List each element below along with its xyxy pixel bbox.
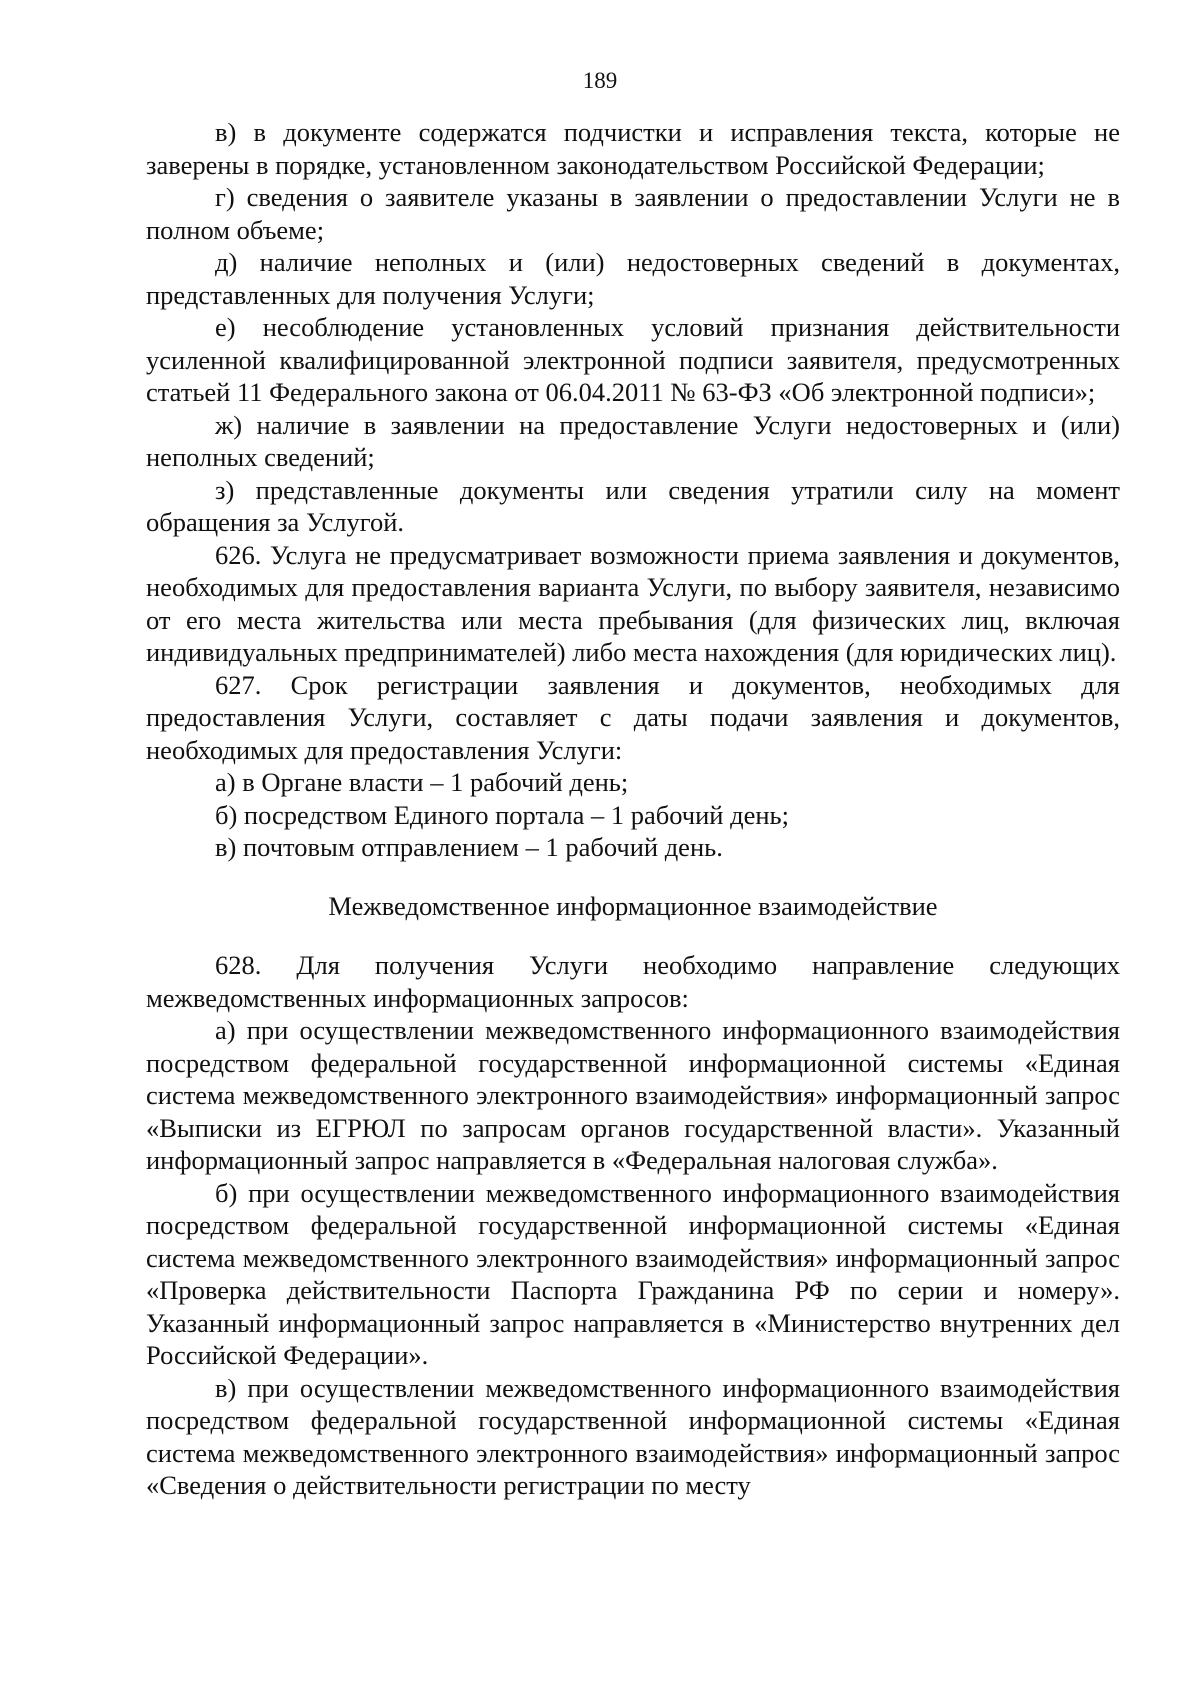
paragraph-628: 628. Для получения Услуги необходимо направление следующих межведомственных информационных запросов: xyxy=(146,950,1120,1013)
paragraph-627: 627. Срок регистрации заявления и документов, необходимых для предоставления Услуги, составляет с даты подачи заявления и документов, необходимых для предоставления Услуги: xyxy=(146,669,1120,765)
paragraph-628-item-v: в) при осуществлении межведомственного информационного взаимодействия посредством федеральной государственной информационной системы «Единая система межведомственного электронного взаимодействия» информационный запрос «Сведения о действительности регистрации по месту xyxy=(146,1372,1120,1500)
paragraph-627-item-b: б) посредством Единого портала – 1 рабочий день; xyxy=(215,799,789,830)
paragraph-627-item-a: а) в Органе власти – 1 рабочий день; xyxy=(215,767,629,797)
paragraph-item-z-expired-docs: з) представленные документы или сведения утратили силу на момент обращения за Услугой. xyxy=(146,474,1120,537)
paragraph-626: 626. Услуга не предусматривает возможности приема заявления и документов, необходимых для предоставления варианта Услуги, по выбору заявителя, независимо от его места жительства или места пребывания (для физических лиц, включая индивидуальных предпринимателей) либо места нахождения (для юридических лиц). xyxy=(146,539,1120,667)
paragraph-item-zh-unreliable-info: ж) наличие в заявлении на предоставление Услуги недостоверных и (или) неполных сведений; xyxy=(146,409,1120,472)
paragraph-item-g-applicant-info: г) сведения о заявителе указаны в заявлении о предоставлении Услуги не в полном объеме; xyxy=(146,182,1120,245)
paragraph-627-item-v: в) почтовым отправлением – 1 рабочий день. xyxy=(215,832,723,862)
paragraph-628-item-a: а) при осуществлении межведомственного информационного взаимодействия посредством федеральной государственной информационной системы «Единая система межведомственного электронного взаимодействия» информационный запрос «Выписки из ЕГРЮЛ по запросам органов государственной власти». Указанный информационный запрос направляется в «Федеральная налоговая служба». xyxy=(146,1015,1120,1175)
paragraph-item-v-erasures: в) в документе содержатся подчистки и исправления текста, которые не заверены в порядке, установленном законодательством Российской Федерации; xyxy=(146,117,1120,180)
paragraph-628-item-b: б) при осуществлении межведомственного информационного взаимодействия посредством федеральной государственной информационной системы «Единая система межведомственного электронного взаимодействия» информационный запрос «Проверка действительности Паспорта Гражданина РФ по серии и номеру». Указанный информационный запрос направляется в «Министерство внутренних дел Российской Федерации». xyxy=(146,1177,1120,1370)
paragraph-item-d-incomplete-docs: д) наличие неполных и (или) недостоверных сведений в документах, представленных для получения Услуги; xyxy=(146,247,1120,310)
page-number: 189 xyxy=(582,68,618,93)
document-body xyxy=(146,116,1120,1502)
paragraph-item-e-signature: е) несоблюдение установленных условий признания действительности усиленной квалифицированной электронной подписи заявителя, предусмотренных статьей 11 Федерального закона от 06.04.2011 № 63-ФЗ «Об электронной подписи»; xyxy=(146,312,1120,407)
section-heading: Межведомственное информационное взаимодействие xyxy=(328,890,938,921)
